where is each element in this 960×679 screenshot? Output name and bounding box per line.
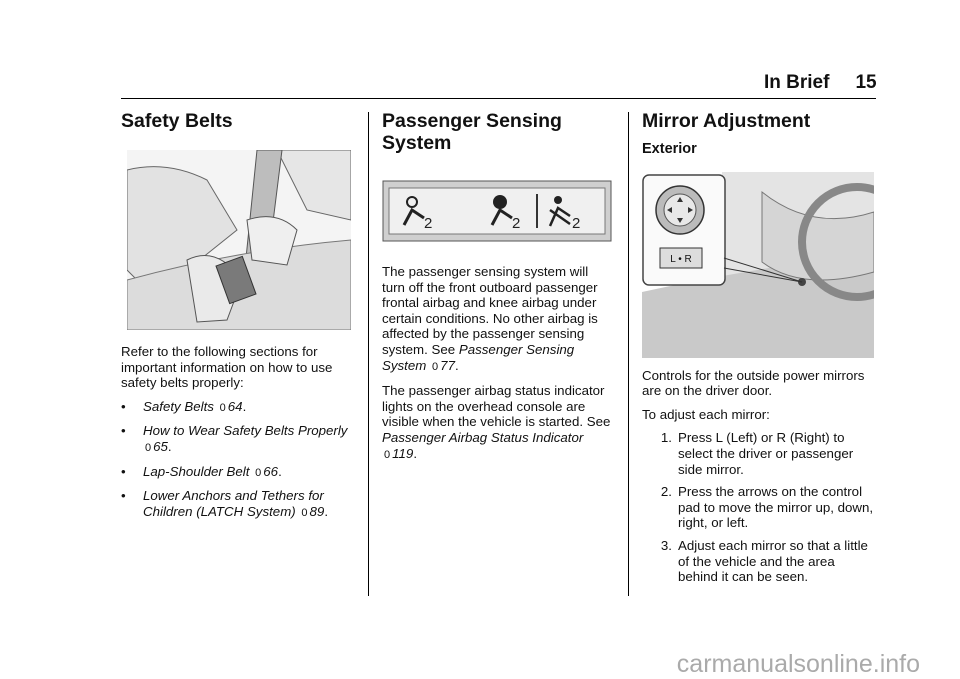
section-heading: Mirror Adjustment <box>642 110 811 132</box>
lr-switch-label: L • R <box>670 253 692 265</box>
xref-link[interactable]: Lap-Shoulder Belt <box>143 463 250 479</box>
body-paragraph: The passenger sensing system will turn off the front outboard passenger frontal airbag and knee airbag under certain conditions. No other airbag is affected by the passenger sensing system. See Passenger Sensing System 0 77. <box>382 264 598 373</box>
page-ref: 77 <box>440 357 455 373</box>
page-ref: 89 <box>309 503 325 519</box>
xref-icon: 0 <box>255 466 262 479</box>
page-ref: 66 <box>263 463 279 479</box>
list-item[interactable]: • Lower Anchors and Tethers for Children (LATCH System) 0 89. <box>121 488 329 519</box>
xref-link[interactable]: Lower Anchors and Tethers for Children (LATCH System) <box>143 488 324 519</box>
body-paragraph: Controls for the outside power mirrors are on the driver door. <box>642 367 865 399</box>
mirror-control-illustration <box>642 172 874 358</box>
xref-link[interactable]: Passenger Airbag Status Indicator <box>382 429 584 445</box>
subsection-heading: Exterior <box>642 141 697 157</box>
list-item[interactable]: • Safety Belts 0 64. <box>121 398 247 414</box>
indicator-label: 2 <box>424 215 433 232</box>
airbag-status-panel <box>382 180 612 242</box>
header-rule <box>121 98 876 99</box>
body-paragraph: To adjust each mirror: <box>642 406 770 422</box>
xref-icon: 0 <box>432 360 439 373</box>
page-ref: 65 <box>153 438 168 454</box>
safety-belts-column <box>121 110 351 528</box>
xref-icon: 0 <box>301 506 308 519</box>
xref-icon: 0 <box>219 401 226 414</box>
list-item[interactable]: • How to Wear Safety Belts Properly 0 65. <box>121 423 348 454</box>
list-item[interactable]: • Lap-Shoulder Belt 0 66. <box>121 463 282 479</box>
page-ref: 64 <box>227 398 243 414</box>
page-ref: 119 <box>392 445 414 461</box>
list-item: 2. Press the arrows on the control pad to move the mirror up, down, right, or left. <box>660 484 874 531</box>
xref-icon: 0 <box>145 441 152 454</box>
column-divider <box>628 112 629 596</box>
intro-text: Refer to the following sections for important information on how to use safety belts properly: <box>121 344 333 391</box>
xref-link[interactable]: Passenger Sensing System <box>382 341 575 373</box>
section-heading: Safety Belts <box>121 110 233 132</box>
column-divider <box>368 112 369 596</box>
safety-belt-illustration <box>127 150 351 330</box>
body-paragraph: The passenger airbag status indicator lights on the overhead console are visible when the vehicle is started. See Passenger Airbag Status Indicator 0 119. <box>382 383 611 461</box>
page-header <box>764 72 877 94</box>
watermark: carmanualsonline.info <box>676 650 920 678</box>
xref-link[interactable]: Safety Belts <box>143 398 214 414</box>
xref-icon: 0 <box>384 448 391 461</box>
section-heading: Passenger Sensing System <box>382 110 562 154</box>
page-number: 15 <box>855 72 877 93</box>
mirror-adjustment-column <box>642 110 876 592</box>
list-item: 3. Adjust each mirror so that a little of the vehicle and the area behind it can be seen. <box>660 537 868 585</box>
section-title: In Brief <box>764 72 830 93</box>
indicator-label: 2 <box>572 215 581 232</box>
list-item: 1. Press L (Left) or R (Right) to select the driver or passenger side mirror. <box>660 430 854 477</box>
passenger-sensing-column <box>382 110 612 471</box>
indicator-label: 2 <box>512 215 521 232</box>
xref-link[interactable]: How to Wear Safety Belts Properly <box>143 423 348 439</box>
